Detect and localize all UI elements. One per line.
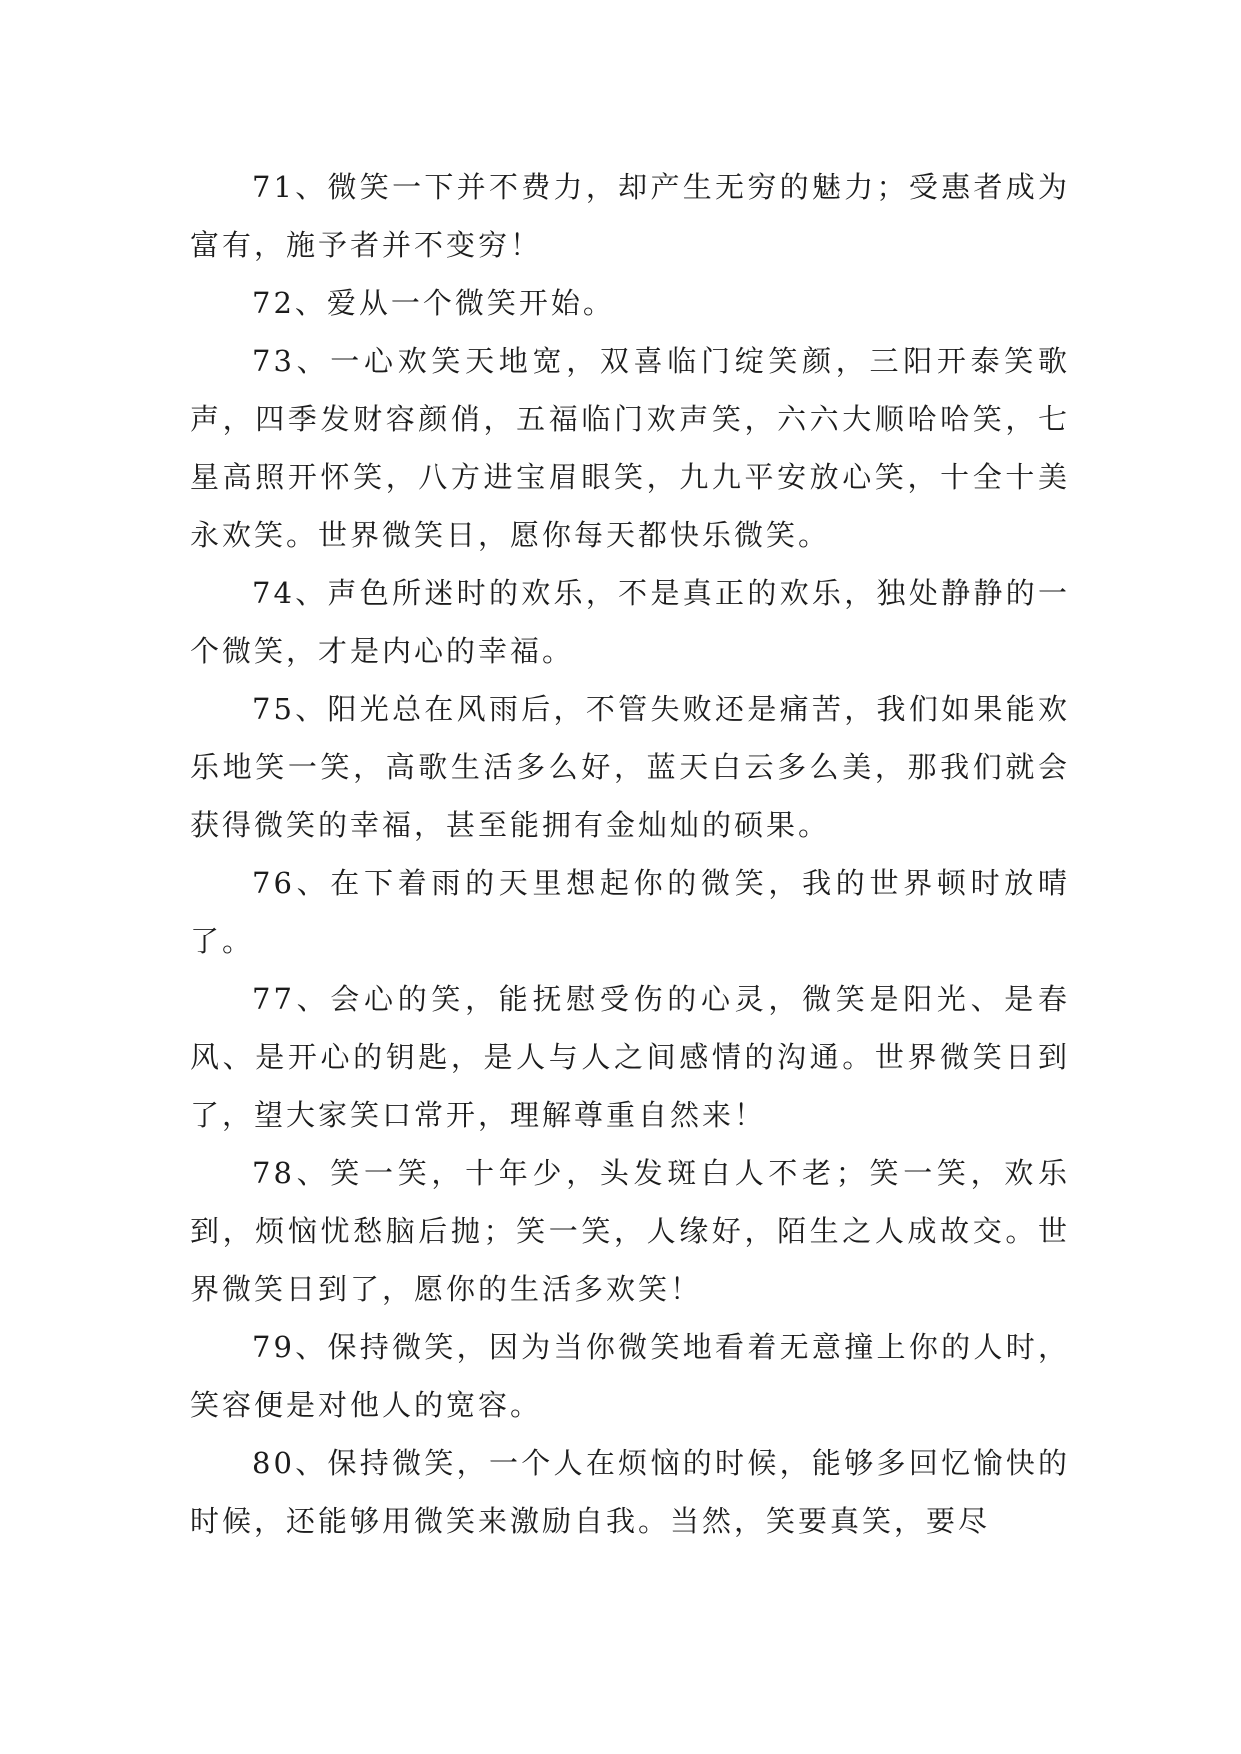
paragraph-77: 77、会心的笑，能抚慰受伤的心灵，微笑是阳光、是春风、是开心的钥匙，是人与人之间感情的沟通。世界微笑日到了，望大家笑口常开，理解尊重自然来！	[190, 982, 1070, 1132]
paragraph-72: 72、爱从一个微笑开始。	[252, 286, 615, 320]
paragraph-76: 76、在下着雨的天里想起你的微笑，我的世界顿时放晴了。	[190, 866, 1070, 958]
paragraph-71: 71、微笑一下并不费力，却产生无穷的魅力；受惠者成为富有，施予者并不变穷！	[190, 170, 1070, 262]
paragraph-79: 79、保持微笑，因为当你微笑地看着无意撞上你的人时，笑容便是对他人的宽容。	[190, 1330, 1070, 1422]
paragraph-75: 75、阳光总在风雨后，不管失败还是痛苦，我们如果能欢乐地笑一笑，高歌生活多么好，蓝天白云多么美，那我们就会获得微笑的幸福，甚至能拥有金灿灿的硕果。	[190, 692, 1070, 842]
paragraph-74: 74、声色所迷时的欢乐，不是真正的欢乐，独处静静的一个微笑，才是内心的幸福。	[190, 576, 1070, 668]
paragraph-78: 78、笑一笑，十年少，头发斑白人不老；笑一笑，欢乐到，烦恼忧愁脑后抛；笑一笑，人缘好，陌生之人成故交。世界微笑日到了，愿你的生活多欢笑！	[190, 1156, 1070, 1306]
document-body	[190, 158, 1070, 1550]
paragraph-80: 80、保持微笑，一个人在烦恼的时候，能够多回忆愉快的时候，还能够用微笑来激励自我。当然，笑要真笑，要尽	[190, 1446, 1070, 1538]
paragraph-73: 73、一心欢笑天地宽，双喜临门绽笑颜，三阳开泰笑歌声，四季发财容颜俏，五福临门欢声笑，六六大顺哈哈笑，七星高照开怀笑，八方进宝眉眼笑，九九平安放心笑，十全十美永欢笑。世界微笑日，愿你每天都快乐微笑。	[190, 344, 1070, 552]
